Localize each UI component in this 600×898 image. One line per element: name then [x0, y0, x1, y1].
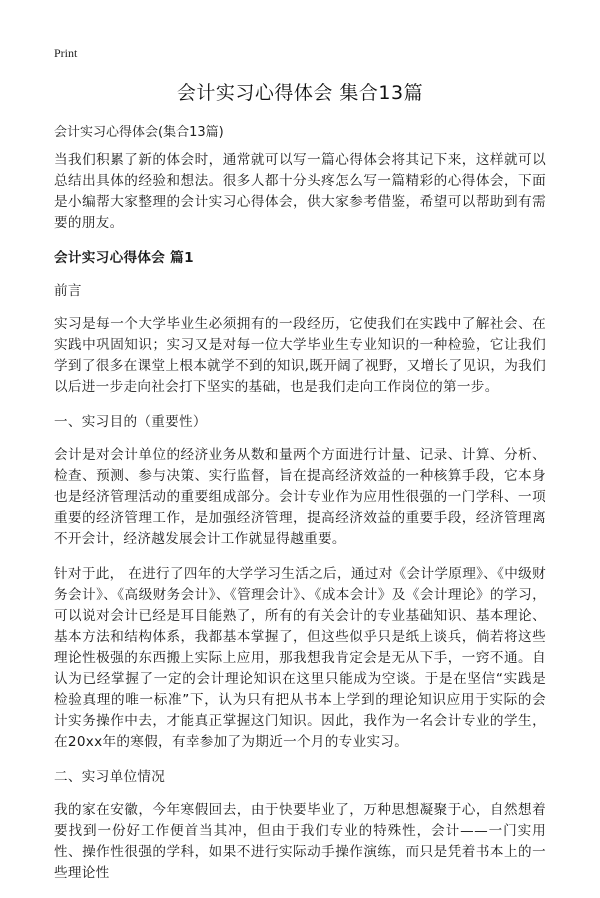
intro-paragraph: 当我们积累了新的体会时，通常就可以写一篇心得体会将其记下来，这样就可以总结出具体的经验和想法。很多人都十分头疼怎么写一篇精彩的心得体会，下面是小编帮大家整理的会计实习心得体会，供大家参考借鉴，希望可以帮助到有需要的朋友。	[54, 152, 546, 231]
page-title: 会计实习心得体会 集合13篇	[176, 82, 424, 104]
purpose-paragraph-2: 针对于此， 在进行了四年的大学学习生活之后，通过对《会计学原理》、《中级财务会计》、《高级财务会计》、《管理会计》、《成本会计》及《会计理论》的学习，可以说对会计已经是耳目能熟了，所有的有关会计的专业基础知识、基本理论、基本方法和结构体系，我都基本掌握了，但这些似乎只是纸上谈兵，倘若将这些理论性极强的东西搬上实际上应用，那我想我肯定会是无从下手，一窍不通。自认为已经掌握了一定的会计理论知识在这里只能成为空谈。于是在坚信“实践是检验真理的唯一标准”下，认为只有把从书本上学到的理论知识应用于实际的会计实务操作中去，才能真正掌握这门知识。因此，我作为一名会计专业的学生，在20xx年的寒假，有幸参加了为期近一个月的专业实习。	[54, 566, 546, 750]
section-heading-unit: 二、实习单位情况	[54, 769, 166, 785]
article-heading: 会计实习心得体会 篇1	[54, 250, 194, 266]
print-link[interactable]: Print	[54, 46, 78, 60]
preface-paragraph: 实习是每一个大学毕业生必须拥有的一段经历，它使我们在实践中了解社会、在实践中巩固知识；实习又是对每一位大学毕业生专业知识的一种检验，它让我们学到了很多在课堂上根本就学不到的知识,既开阔了视野，又增长了见识，为我们以后进一步走向社会打下坚实的基础，也是我们走向工作岗位的第一步。	[54, 316, 546, 395]
section-heading-purpose: 一、实习目的（重要性）	[54, 414, 207, 430]
purpose-paragraph-1: 会计是对会计单位的经济业务从数和量两个方面进行计量、记录、计算、分析、检查、预测、参与决策、实行监督，旨在提高经济效益的一种核算手段，它本身也是经济管理活动的重要组成部分。会计专业作为应用性很强的一门学科、一项重要的经济管理工作，是加强经济管理，提高经济效益的重要手段，经济管理离不开会计，经济越发展会计工作就显得越重要。	[54, 447, 546, 547]
preface-heading: 前言	[54, 283, 82, 299]
document-subtitle: 会计实习心得体会(集合13篇)	[54, 125, 224, 140]
document-body	[54, 150, 546, 898]
unit-paragraph-1: 我的家在安徽，今年寒假回去，由于快要毕业了，万种思想凝聚于心，自然想着要找到一份好工作便首当其冲，但由于我们专业的特殊性，会计——一门实用性、操作性很强的学科，如果不进行实际动手操作演练，而只是凭着书本上的一些理论性	[54, 802, 546, 881]
